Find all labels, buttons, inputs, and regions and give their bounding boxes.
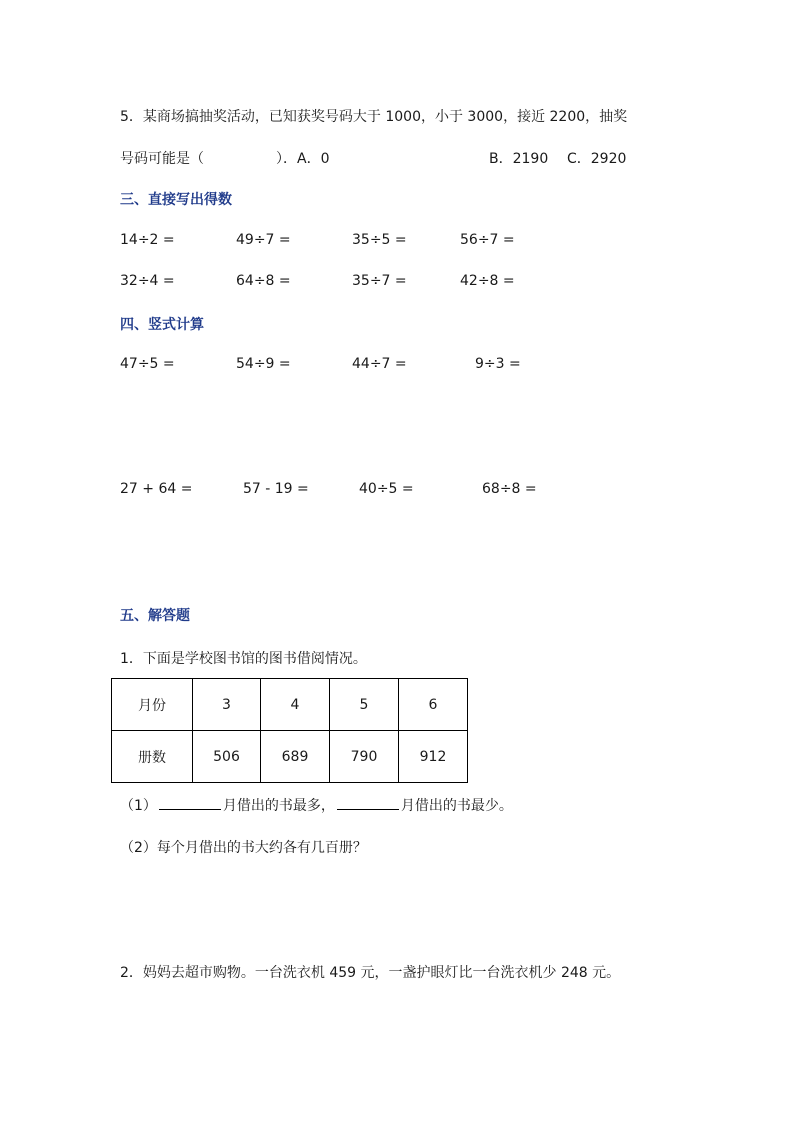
vertical-calc-item: 54÷9 = — [236, 356, 291, 372]
question-1-sub-1 — [120, 795, 513, 815]
question-5-prefix: 号码可能是（ — [120, 151, 204, 167]
vertical-calc-item: 47÷5 = — [120, 356, 175, 372]
table-cell: 4 — [261, 679, 330, 731]
table-cell: 790 — [330, 731, 399, 783]
arithmetic-item: 35÷7 = — [352, 273, 407, 289]
answer-blank-least[interactable] — [337, 796, 399, 810]
question-5-line-1: 5．某商场搞抽奖活动，已知获奖号码大于 1000，小于 3000，接近 2200，抽奖 — [120, 109, 628, 125]
table-cell: 506 — [193, 731, 261, 783]
arithmetic-item: 49÷7 = — [236, 232, 291, 248]
question-5-line-2 — [120, 148, 329, 168]
table-cell: 6 — [399, 679, 468, 731]
question-2-text: 2．妈妈去超市购物。一台洗衣机 459 元，一盏护眼灯比一台洗衣机少 248 元。 — [120, 965, 621, 981]
vertical-calc-item: 9÷3 = — [475, 356, 521, 372]
table-header-count: 册数 — [112, 731, 193, 783]
table-cell: 689 — [261, 731, 330, 783]
section-4-title: 四、竖式计算 — [120, 317, 204, 333]
question-5-option-c: C．2920 — [567, 151, 627, 167]
arithmetic-item: 14÷2 = — [120, 232, 175, 248]
arithmetic-item: 64÷8 = — [236, 273, 291, 289]
section-5-title: 五、解答题 — [120, 608, 190, 624]
arithmetic-item: 42÷8 = — [460, 273, 515, 289]
table-cell: 3 — [193, 679, 261, 731]
sub-question-number: （1） — [120, 798, 157, 814]
table-cell: 912 — [399, 731, 468, 783]
table-row-count — [112, 731, 468, 783]
answer-blank-most[interactable] — [159, 796, 221, 810]
table-header-month: 月份 — [112, 679, 193, 731]
sub-question-text: 月借出的书最多， — [222, 798, 335, 814]
arithmetic-item: 56÷7 = — [460, 232, 515, 248]
arithmetic-item: 32÷4 = — [120, 273, 175, 289]
section-3-title: 三、直接写出得数 — [120, 192, 232, 208]
table-cell: 5 — [330, 679, 399, 731]
vertical-calc-item: 44÷7 = — [352, 356, 407, 372]
question-1-text: 1．下面是学校图书馆的图书借阅情况。 — [120, 651, 367, 667]
sub-question-text: 月借出的书最少。 — [400, 798, 513, 814]
vertical-calc-item: 27 + 64 = — [120, 481, 193, 497]
arithmetic-item: 35÷5 = — [352, 232, 407, 248]
vertical-calc-item: 40÷5 = — [359, 481, 414, 497]
question-5-option-b: B．2190 — [489, 151, 549, 167]
question-5-option-a: ）．A．0 — [276, 151, 330, 167]
vertical-calc-item: 68÷8 = — [482, 481, 537, 497]
table-row-month — [112, 679, 468, 731]
vertical-calc-item: 57 - 19 = — [243, 481, 309, 497]
question-1-sub-2: （2）每个月借出的书大约各有几百册？ — [120, 840, 367, 856]
library-borrowing-table — [111, 678, 468, 783]
